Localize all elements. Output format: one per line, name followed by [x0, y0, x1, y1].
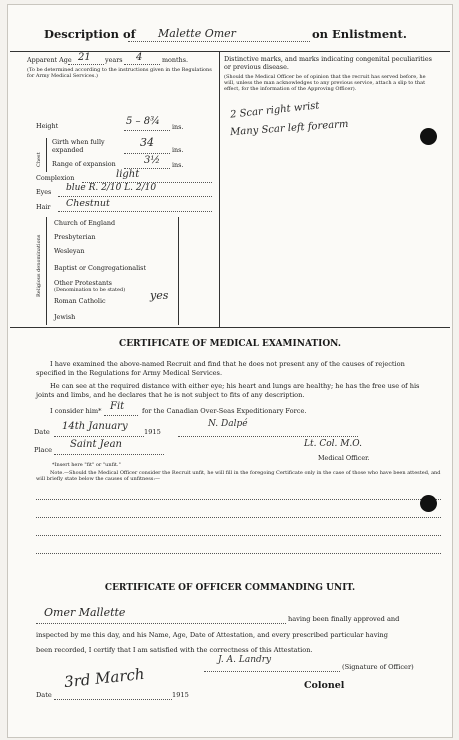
consider-prefix: I consider him*	[50, 407, 102, 415]
unfitness-line-4	[36, 553, 441, 554]
commanding-line-1-suffix: having been finally approved and	[288, 615, 400, 623]
religion-church-of-england: Church of England	[54, 219, 116, 227]
commanding-line-2: inspected by me this day, and his Name, Age, Date of Attestation, and every prescribed particular having	[36, 631, 389, 639]
medical-officer-signature: N. Dalpé	[208, 419, 248, 429]
complexion-label: Complexion	[36, 174, 75, 182]
binder-hole-bottom	[420, 495, 437, 512]
place-line	[54, 454, 164, 455]
religion-presbyterian: Presbyterian	[54, 233, 96, 241]
marks-line-2: Many Scar left forearm	[229, 118, 349, 139]
age-years-line	[68, 64, 104, 65]
marks-note: (Should the Medical Officer be of opinion that the recruit has served before, he will, unless the man acknowledges to any previous service, attach a slip to that effect, for the information of the Approving Officer).	[224, 74, 426, 92]
medical-certificate-title: CERTIFICATE OF MEDICAL EXAMINATION.	[119, 339, 341, 349]
eyes-value: blue R. 2/10 L. 2/10	[66, 183, 157, 193]
girth-value: 34	[140, 136, 154, 149]
marks-heading: Distinctive marks, and marks indicating congenital peculiarities or previous disease.	[224, 55, 432, 71]
table-middle-divider	[219, 51, 220, 327]
table-top-border	[10, 51, 450, 52]
commanding-signature-line	[204, 671, 340, 672]
religion-roman-catholic: Roman Catholic	[54, 297, 106, 305]
medical-officer-label: Medical Officer.	[318, 454, 370, 462]
medical-footnote-1: *Insert here "fit" or "unfit."	[52, 462, 121, 468]
recruit-name-line	[36, 623, 286, 624]
unfitness-line-3	[36, 535, 441, 536]
religion-wesleyan: Wesleyan	[54, 247, 85, 255]
commanding-date-label: Date	[36, 691, 52, 699]
girth-label: Girth when fully expanded	[52, 138, 105, 154]
place-value: Saint Jean	[70, 439, 122, 450]
religion-bracket	[46, 217, 47, 325]
religion-baptist: Baptist or Congregationalist	[54, 264, 147, 272]
medical-para-2: He can see at the required distance with either eye; his heart and lungs are healthy; he has the free use of his joints and limbs, and he declares that he is not subject to fits of any description.	[36, 382, 420, 399]
months-label: months.	[162, 56, 189, 64]
age-note: (To be determined according to the instructions given in the Regulations for Army Medical Services.)	[27, 67, 212, 79]
marks-line-1: 2 Scar right wrist	[229, 100, 320, 121]
hair-label: Hair	[36, 203, 51, 211]
commanding-date-line	[54, 699, 172, 700]
years-label: years	[105, 56, 123, 64]
complexion-value: light	[116, 169, 140, 180]
age-years-value: 21	[78, 52, 91, 63]
religion-side-label: Religious denominations	[36, 234, 42, 297]
hair-value: Chestnut	[66, 198, 110, 209]
hair-line	[58, 211, 212, 212]
consider-suffix: for the Canadian Over-Seas Expeditionary Force.	[142, 407, 307, 415]
height-label: Height	[36, 122, 59, 130]
height-value: 5 – 8¾	[126, 116, 160, 127]
recruit-name: Malette Omer	[158, 27, 236, 40]
religion-jewish: Jewish	[54, 313, 76, 321]
height-unit: ins.	[172, 123, 184, 131]
name-underline	[128, 41, 310, 42]
chest-label: Chest	[36, 152, 42, 167]
medical-officer-rank: Lt. Col. M.O.	[304, 439, 363, 449]
roman-catholic-mark: yes	[150, 289, 169, 302]
medical-date-value: 14th January	[62, 421, 128, 432]
medical-footnote-2: Note.—Should the Medical Officer consider the Recruit unfit, he will fill in the foregoing Certificate only in the case of those who have been attested, and will briefly state below the causes of unfitness:—	[36, 470, 441, 482]
age-months-value: 4	[136, 52, 143, 63]
fit-line	[104, 415, 138, 416]
commanding-date-value: 3rd March	[63, 664, 146, 692]
commanding-officer-signature: J. A. Landry	[218, 655, 272, 665]
unfitness-line-1	[36, 499, 441, 500]
table-bottom-border	[10, 327, 450, 328]
commanding-date-year: 1915	[172, 691, 189, 699]
eyes-label: Eyes	[36, 188, 52, 196]
girth-unit: ins.	[172, 146, 184, 154]
expansion-label: Range of expansion	[52, 160, 116, 168]
fit-value: Fit	[110, 401, 125, 412]
chest-bracket	[46, 138, 47, 172]
description-of-label: Description of	[44, 27, 136, 41]
height-line	[124, 130, 170, 131]
commanding-line-3: been recorded, I certify that I am satisfied with the correctness of this Attestation.	[36, 646, 313, 654]
unfitness-line-2	[36, 517, 441, 518]
religion-mark-column	[178, 217, 179, 325]
medical-date-line	[54, 436, 144, 437]
medical-para-1: I have examined the above-named Recruit and find that he does not present any of the causes of rejection specified in the Regulations for Army Medical Services.	[36, 360, 405, 377]
place-label: Place	[34, 446, 53, 454]
religion-other-protestants: Other Protestants	[54, 279, 112, 287]
commanding-rank: Colonel	[304, 680, 345, 691]
commanding-recruit-name: Omer Mallette	[44, 606, 126, 619]
apparent-age-label: Apparent Age	[27, 56, 72, 64]
medical-date-year: 1915	[144, 428, 161, 436]
religion-denomination-note: (Denomination to be stated)	[54, 287, 126, 293]
girth-line	[124, 153, 170, 154]
on-enlistment-label: on Enlistment.	[312, 27, 407, 41]
attestation-sheet	[7, 4, 453, 738]
binder-hole-top	[420, 128, 437, 145]
expansion-unit: ins.	[172, 161, 184, 169]
medical-date-label: Date	[34, 428, 50, 436]
age-months-line	[124, 64, 160, 65]
medical-signature-line	[178, 436, 358, 437]
eyes-line	[58, 196, 212, 197]
signature-of-officer-label: (Signature of Officer)	[342, 663, 414, 671]
expansion-value: 3½	[144, 155, 161, 166]
commanding-certificate-title: CERTIFICATE OF OFFICER COMMANDING UNIT.	[104, 583, 356, 593]
